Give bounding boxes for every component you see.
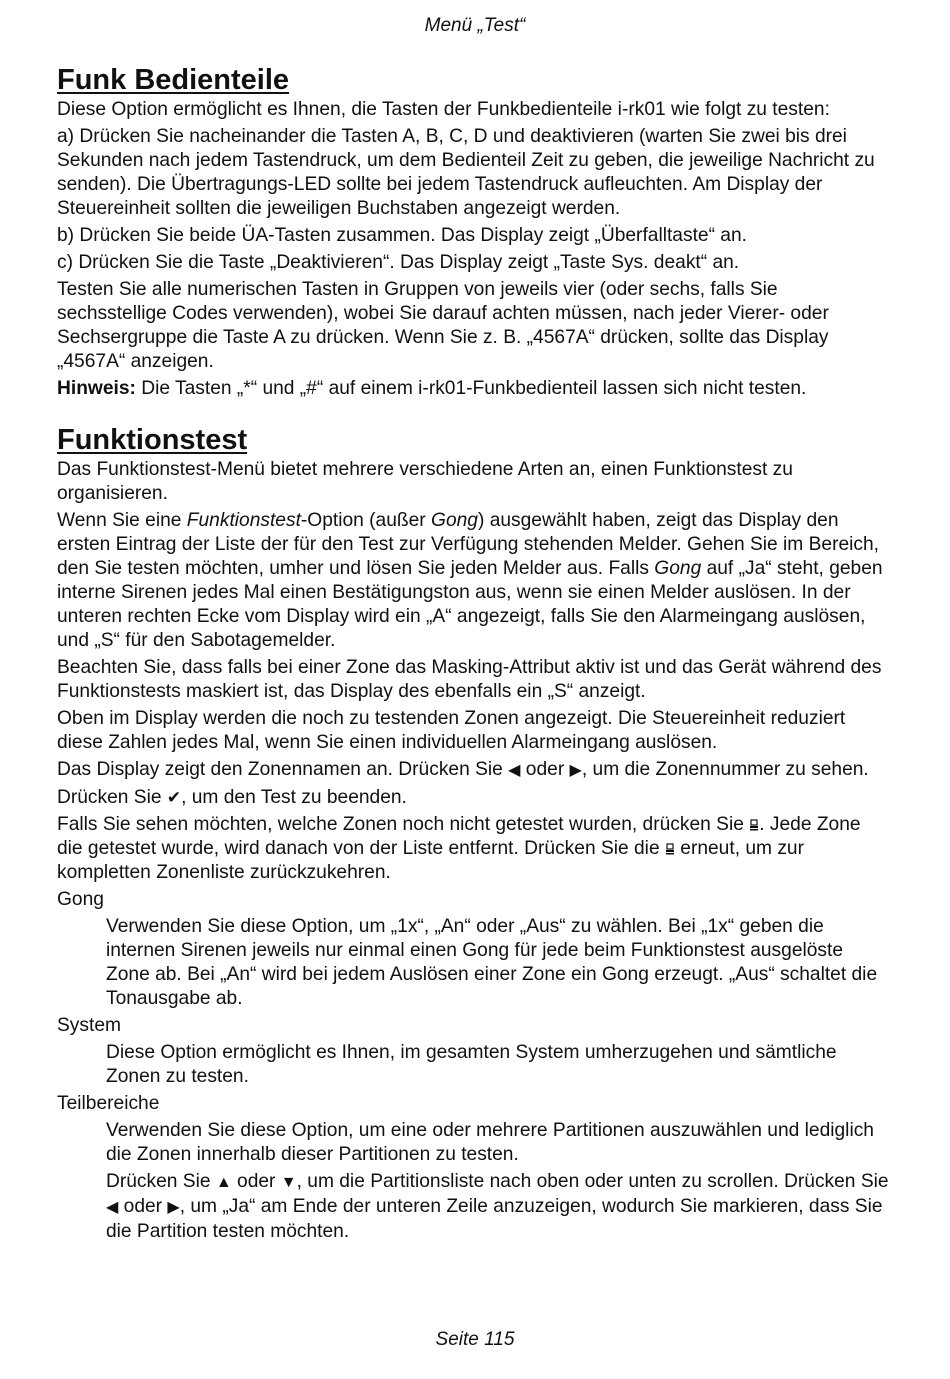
page-header: Menü „Test“ [424,15,526,36]
text-run: Falls Sie sehen möchten, welche Zonen noch nicht getestet wurden, drücken Sie [57,814,750,835]
section-title-funktionstest: Funktionstest [57,424,248,456]
text-run-italic: Funktionstest [186,510,301,531]
up-arrow-icon: ▲ [215,1174,232,1191]
text-run: , um die Partitionsliste nach oben oder unten zu scrollen. Drücken Sie [296,1171,889,1192]
page-footer: Seite 115 [435,1329,515,1350]
text-run: auf „Ja“ steht, geben interne Sirenen jedes Mal einen Bestätigungston aus, wenn sie einen Melder auslösen. In der unteren rechten Ecke vom Display wird ein „A“ angezeigt, falls Sie den Alarmeingang auslösen, und „S“ für den Sabotagemelder. [57,558,883,651]
text-run: ) ausgewählt haben, zeigt das Display den ersten Eintrag der Liste der für den Test zur Verfügung stehenden Melder. Gehen Sie im Bereich, den Sie testen möchten, umher und lösen Sie jeden Melder aus. Falls [57,510,879,579]
paragraph: a) Drücken Sie nacheinander die Tasten A, B, C, D und deaktivieren (warten Sie zwei bis drei Sekunden nach jedem Tastendruck, um dem Bedienteil Zeit zu geben, die jeweilige Nachricht zu senden). Die Übertragungs-LED sollte bei jedem Tastendruck aufleuchten. Am Display der Steuereinheit sollten die jeweiligen Buchstaben angezeigt werden. [57,126,875,219]
term-system: System [57,1015,121,1036]
text-run: oder [118,1196,168,1217]
term-gong: Gong [57,889,104,910]
omit-key-icon [749,819,759,831]
paragraph: Oben im Display werden die noch zu testenden Zonen angezeigt. Die Steuereinheit reduziert diese Zahlen jedes Mal, wenn Sie einen individuellen Alarmeingang auslösen. [57,708,846,753]
text-run: , um den Test zu beenden. [181,787,407,808]
left-arrow-icon: ◀ [508,762,521,779]
paragraph: b) Drücken Sie beide ÜA-Tasten zusammen. Das Display zeigt „Überfalltaste“ an. [57,225,747,246]
text-run: oder [231,1171,281,1192]
down-arrow-icon: ▼ [280,1174,297,1191]
text-run: Drücken Sie [106,1171,216,1192]
omit-key-icon [665,843,675,855]
definition-system: Diese Option ermöglicht es Ihnen, im gesamten System umherzugehen und sämtliche Zonen zu testen. [106,1042,837,1087]
paragraph: Das Funktionstest-Menü bietet mehrere verschiedene Arten an, einen Funktionstest zu organisieren. [57,459,793,504]
term-teilbereiche: Teilbereiche [57,1093,160,1114]
text-run: Das Display zeigt den Zonennamen an. Drücken Sie [57,759,509,780]
definition-teilbereiche: Verwenden Sie diese Option, um eine oder mehrere Partitionen auszuwählen und lediglich die Zonen innerhalb dieser Partitionen zu testen. [106,1120,874,1165]
paragraph [57,509,889,653]
text-run-italic: Gong [654,558,702,579]
right-arrow-icon: ▶ [167,1199,180,1216]
paragraph: Beachten Sie, dass falls bei einer Zone das Masking-Attribut aktiv ist und das Gerät während des Funktionstests maskiert ist, das Display des ebenfalls ein „S“ anzeigt. [57,657,882,702]
paragraph [57,758,889,783]
paragraph [57,786,889,810]
text-run: , um die Zonennummer zu sehen. [581,759,869,780]
definition-teilbereiche-scroll [106,1170,889,1244]
left-arrow-icon: ◀ [106,1199,119,1216]
paragraph: Diese Option ermöglicht es Ihnen, die Tasten der Funkbedienteile i-rk01 wie folgt zu testen: [57,99,830,120]
text-run: Wenn Sie eine [57,510,187,531]
paragraph: Testen Sie alle numerischen Tasten in Gruppen von jeweils vier (oder sechs, falls Sie sechsstellige Codes verwenden), wobei Sie darauf achten müssen, nach jeder Vierer- oder Sechsergruppe die Taste A zu drücken. Wenn Sie z. B. „4567A“ drücken, sollte das Display „4567A“ anzeigen. [57,279,829,372]
text-run-italic: Gong [431,510,478,531]
check-icon: ✔ [166,788,182,807]
paragraph: c) Drücken Sie die Taste „Deaktivieren“. Das Display zeigt „Taste Sys. deakt“ an. [57,252,740,273]
paragraph [57,813,889,885]
text-run: , um „Ja“ am Ende der unteren Zeile anzuzeigen, wodurch Sie markieren, dass Sie die Partition testen möchten. [106,1196,883,1242]
section-title-funk-bedienteile: Funk Bedienteile [57,64,290,96]
right-arrow-icon: ▶ [569,762,582,779]
note-label: Hinweis: [57,378,136,399]
note-paragraph [57,377,889,401]
text-run: Drücken Sie [57,787,167,808]
text-run: oder [520,759,570,780]
text-run: . Jede Zone die getestet wurde, wird danach von der Liste entfernt. Drücken Sie die [57,814,861,859]
page-content [57,62,889,1247]
text-run: -Option (außer [300,510,432,531]
note-text: Die Tasten „*“ und „#“ auf einem i-rk01-Funkbedienteil lassen sich nicht testen. [135,378,807,399]
definition-gong: Verwenden Sie diese Option, um „1x“, „An“ oder „Aus“ zu wählen. Bei „1x“ geben die internen Sirenen jeweils nur einmal einen Gong für jede beim Funktionstest ausgelöste Zone ab. Bei „An“ wird bei jedem Auslösen einer Zone ein Gong erzeugt. „Aus“ schaltet die Tonausgabe ab. [106,916,878,1009]
text-run: erneut, um zur kompletten Zonenliste zurückzukehren. [57,838,804,883]
